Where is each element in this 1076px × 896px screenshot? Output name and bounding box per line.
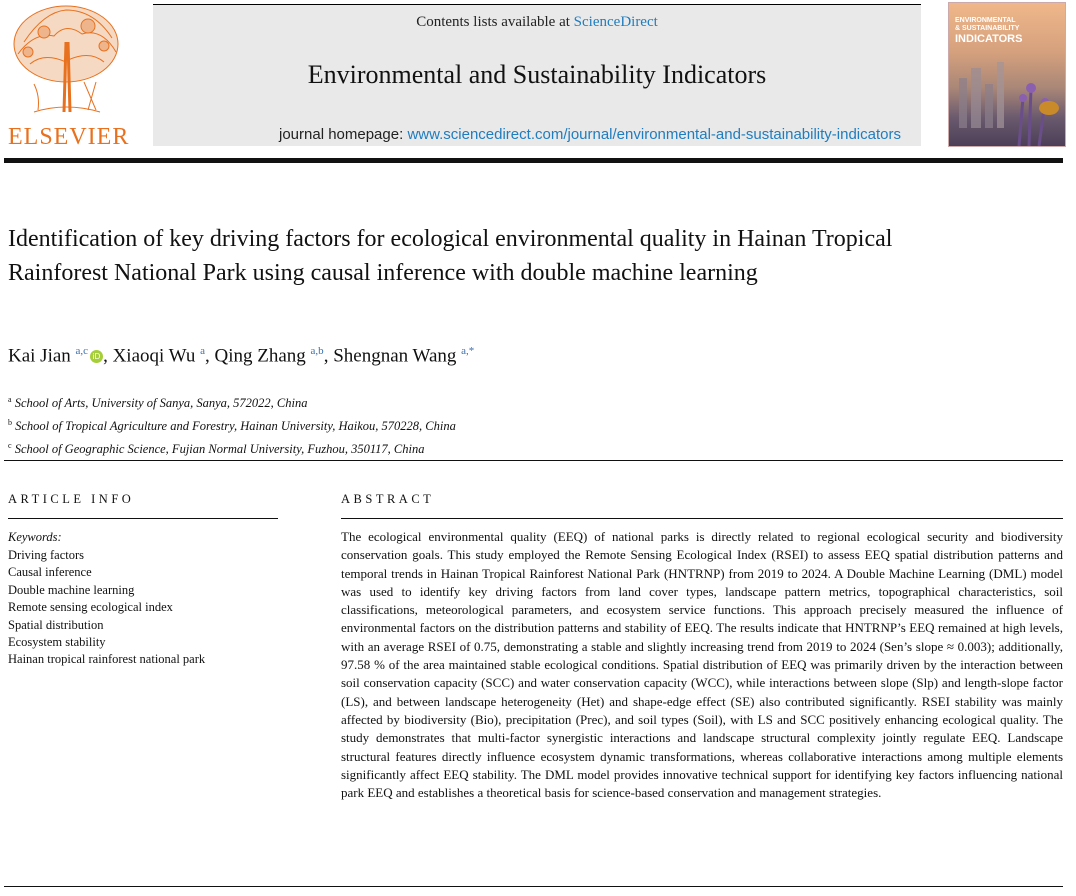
cover-title [955, 17, 1022, 45]
author-name[interactable]: Xiaoqi Wu [112, 345, 196, 367]
header-thick-rule [4, 158, 1063, 163]
keywords-list [8, 547, 205, 669]
sciencedirect-link[interactable]: ScienceDirect [573, 14, 658, 30]
affiliation-item: $^a$ School of Arts, University of Sanya, Sanya, 572022, China [8, 395, 308, 411]
keyword-item: Double machine learning [8, 582, 135, 597]
orcid-icon[interactable]: iD [90, 350, 103, 363]
cover-image-icon [949, 58, 1065, 146]
journal-cover-thumbnail[interactable] [948, 2, 1066, 147]
article-info-rule [8, 518, 278, 519]
affiliation-item: $^b$ School of Tropical Agriculture and Forestry, Hainan University, Haikou, 570228, China [8, 418, 456, 434]
keyword-item: Causal inference [8, 565, 92, 580]
section-divider [4, 460, 1063, 461]
cover-title-line2: & SUSTAINABILITY [955, 25, 1020, 32]
abstract-heading: ABSTRACT [341, 492, 435, 506]
article-info-heading: ARTICLE INFO [8, 492, 135, 506]
affiliation-item: $^c$ School of Geographic Science, Fujian Normal University, Fuzhou, 350117, China [8, 441, 425, 457]
elsevier-tree-icon [4, 2, 130, 122]
contents-line [153, 14, 921, 31]
author-name[interactable]: Shengnan Wang [333, 345, 457, 367]
keyword-item: Ecosystem stability [8, 635, 106, 650]
affiliation-list [8, 390, 456, 459]
author-name[interactable]: Kai Jian [8, 345, 71, 367]
cover-title-line3: INDICATORS [955, 33, 1023, 45]
author-name[interactable]: Qing Zhang [214, 345, 306, 367]
article-title: Identification of key driving factors for ecological environmental quality in Hainan Tropical Rainforest National Park using causal inference with double machine learning [8, 226, 893, 286]
keyword-item: Spatial distribution [8, 617, 104, 632]
journal-homepage [153, 126, 901, 143]
abstract-text: The ecological environmental quality (EEQ) of national parks is directly related to regional ecological security and biodiversity conservation goals. This study employed the Remote Sensing Ecological Index (RSEI) to assess EEQ spatial distribution patterns and temporal trends in Hainan Tropical Rainforest National Park (HNTRNP) from 2019 to 2024. A Double Machine Learning (DML) model was used to identify key driving factors from land cover types, landscape pattern metrics, topographical characteristics, soil classifications, meteorological parameters, and ecosystem service functions. This approach precisely measured the influence of environmental factors on the distribution patterns and stability of EEQ. The results indicate that HNTRNP’s EEQ remained at high levels, with an average RSEI of 0.75, demonstrating a stable and slightly increasing trend from 2019 to 2024 (Sen’s slope ≈ 0.003); additionally, 97.58 % of the area maintained stable ecological conditions. Spatial distribution of EEQ was primarily driven by the interaction between soil conservation capacity (SCC) and water conservation capacity (WCC), while interactions between slope (Slp) and length-slope factor (LS), and between landscape heterogeneity (Het) and shape-edge effect (SE) also contributed significantly. RSEI stability was mainly affected by biodiversity (Bio), precipitation (Prec), and soil types (Soil), with LS and SCC positively enhancing ecological quality. The study demonstrates that multi-factor synergistic interactions and landscape structural complexity jointly regulate EEQ. Landscape structural features directly influence ecosystem dynamic transformations, whereas collaborative interactions among multiple elements significantly affect EEQ stability. The DML model provides innovative technical support for identifying key factors influencing national park EEQ and establishes a theoretical basis for science-based conservation and management strategies. [341, 529, 1063, 801]
abstract-bottom-rule [4, 886, 1063, 887]
journal-title[interactable]: Environmental and Sustainability Indicators [307, 60, 767, 89]
keywords-label: Keywords: [8, 530, 62, 544]
author-list: Kai Jian $^{a,c}$ iD , Xiaoqi Wu $^a$, Qing Zhang $^{a,b}$, Shengnan Wang $^{a,*}$ [8, 345, 475, 367]
elsevier-wordmark: ELSEVIER [8, 124, 130, 150]
keyword-item: Driving factors [8, 548, 85, 562]
keyword-item: Hainan tropical rainforest national park [8, 652, 206, 667]
homepage-link[interactable]: www.sciencedirect.com/journal/environmental-and-sustainability-indicators [407, 126, 901, 143]
contents-prefix: Contents lists available at [416, 14, 574, 30]
homepage-label: journal homepage: [279, 126, 408, 143]
author-affil-sup[interactable]: a,* [461, 345, 475, 357]
author-affil-sup[interactable]: a,c [75, 345, 89, 357]
author-affil-sup[interactable]: a [200, 345, 205, 357]
author-affil-sup[interactable]: a,b [310, 345, 324, 357]
abstract-rule [341, 518, 1063, 519]
cover-title-line1: ENVIRONMENTAL [955, 17, 1016, 24]
keyword-item: Remote sensing ecological index [8, 600, 173, 615]
